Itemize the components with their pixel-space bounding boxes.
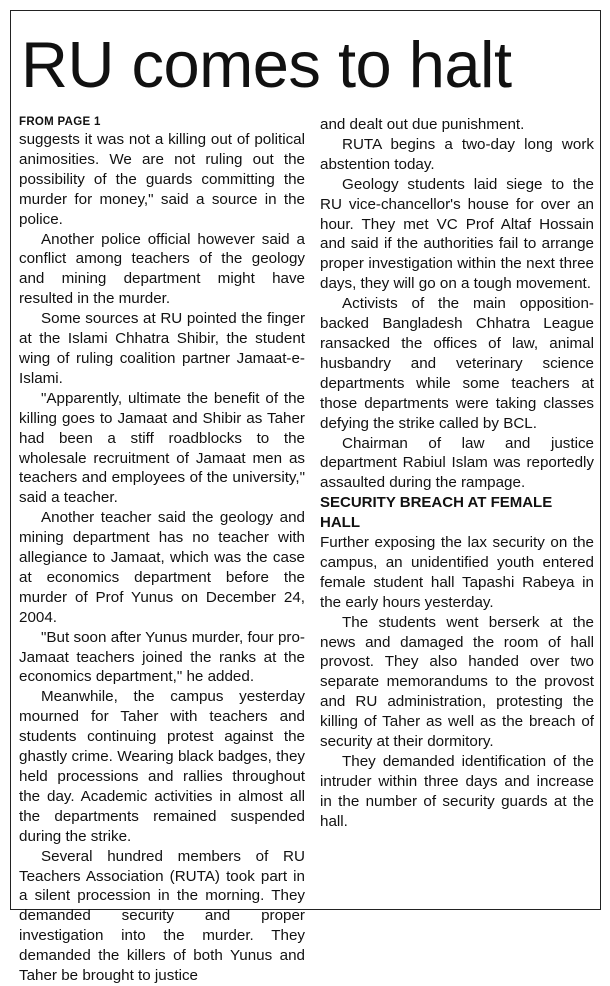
paragraph: "But soon after Yunus murder, four pro-Jamaat teachers joined the ranks at the economics department," he added. bbox=[19, 628, 305, 686]
paragraph: RUTA begins a two-day long work abstention today. bbox=[320, 135, 594, 173]
paragraph: Chairman of law and justice department Rabiul Islam was reportedly assaulted during the rampage. bbox=[320, 434, 594, 492]
paragraph: Activists of the main opposition-backed Bangladesh Chhatra League ransacked the offices of law, animal husbandry and veterinary science departments while some teachers at those departments were taking classes defying the strike called by BCL. bbox=[320, 295, 594, 432]
article-frame bbox=[10, 10, 601, 985]
kicker: FROM PAGE 1 bbox=[19, 116, 101, 128]
paragraph: suggests it was not a killing out of political animosities. We are not ruling out the possibility of the guards committing the murder for money," said a source in the police. bbox=[19, 131, 305, 228]
paragraph: Geology students laid siege to the RU vice-chancellor's house for over an hour. They met VC Prof Altaf Hossain and said if the authorities fail to arrange proper investigation within the next three days, they will go on a tough movement. bbox=[320, 175, 594, 293]
paragraph: Several hundred members of RU Teachers Association (RUTA) took part in a silent procession in the morning. They demanded security and proper investigation into the murder. They demanded the killers of both Yunus and Taher be brought to justice bbox=[19, 847, 305, 985]
paragraph: Another police official however said a conflict among teachers of the geology and mining department might have resulted in the murder. bbox=[19, 230, 305, 308]
paragraph: The students went berserk at the news and damaged the room of hall provost. They also handed over two separate memorandums to the provost and RU administration, protesting the killing of Taher as well as the breach of security at their dormitory. bbox=[320, 613, 594, 751]
paragraph: Another teacher said the geology and mining department has no teacher with allegiance to Jamaat, which was the case at economics department before the murder of Prof Yunus on December 24, 2004. bbox=[19, 509, 305, 626]
paragraph: Meanwhile, the campus yesterday mourned for Taher with teachers and students continuing protest against the ghastly crime. Wearing black badges, they held processions and rallies throughout the day. Academic activities in almost all the departments remained suspended during the strike. bbox=[19, 688, 305, 845]
section-subheading: SECURITY BREACH AT FEMALE HALL bbox=[320, 494, 553, 532]
right-column bbox=[320, 115, 594, 832]
left-column bbox=[19, 115, 305, 986]
paragraph: and dealt out due punishment. bbox=[320, 116, 525, 133]
headline: RU comes to halt bbox=[21, 28, 512, 101]
paragraph: They demanded identification of the intruder within three days and increase in the number of security guards at the hall. bbox=[320, 753, 594, 830]
paragraph: "Apparently, ultimate the benefit of the killing goes to Jamaat and Shibir as Taher had been a stiff roadblocks to the wholesale recruitment of Jamaat men as teachers and employees of the university," said a teacher. bbox=[19, 389, 305, 507]
paragraph: Some sources at RU pointed the finger at the Islami Chhatra Shibir, the student wing of ruling coalition partner Jamaat-e-Islami. bbox=[19, 310, 305, 387]
paragraph: Further exposing the lax security on the campus, an unidentified youth entered female student hall Tapashi Rabeya in the early hours yesterday. bbox=[320, 534, 594, 611]
